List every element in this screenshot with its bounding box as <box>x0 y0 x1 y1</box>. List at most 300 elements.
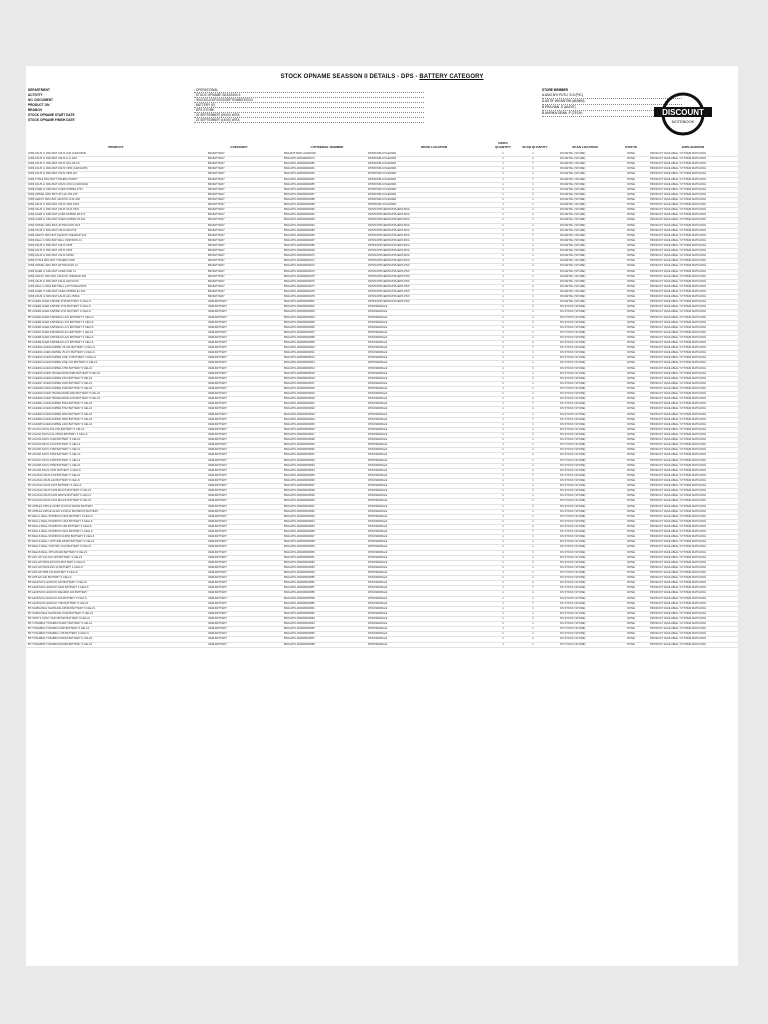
cell-scan-location: DS RETAIL (STORE) <box>560 152 586 155</box>
cell-category: OEM-BATTERY <box>208 468 228 472</box>
cell-qty: 1 <box>502 187 504 191</box>
cell-location: DPS/OEM/Rack <box>368 479 388 482</box>
cell-qty: 1 <box>502 213 504 217</box>
cell-product: BT-ACER10 ACER ASPIRE V5-431 BATTERY 4 CELLS <box>28 346 95 350</box>
cell-scan-location: DS STOCK (STORE) <box>560 305 586 309</box>
cell-lot: BNA-DPS-000000000812 <box>284 356 315 360</box>
cell-scan-location: DS STOCK (STORE) <box>560 560 586 564</box>
cell-scan-location: DS STOCK (STORE) <box>560 504 586 508</box>
cell-category: BR-BATTERY <box>208 243 225 247</box>
cell-lot: BNA-DPS-000000000845 <box>284 524 315 528</box>
cell-status: DONE <box>627 361 635 365</box>
cell-location: DPS/OEM/Rack <box>368 448 388 452</box>
cell-status: DONE <box>627 581 635 585</box>
cell-scan-qty: 1 <box>532 305 534 309</box>
cell-scan-location: DS STOCK (STORE) <box>560 412 586 416</box>
cell-qty: 1 <box>502 335 504 339</box>
cell-scan-qty: 1 <box>532 351 534 355</box>
cell-scan-qty: 1 <box>532 341 534 345</box>
meta-value: : STOCK OPNAME SEASSON II <box>194 93 424 98</box>
cell-scan-location: DS RETAIL (STORE) <box>560 300 586 304</box>
cell-scan-location: DS STOCK (STORE) <box>560 315 586 319</box>
cell-scan-qty: 1 <box>532 463 534 467</box>
cell-qty: 1 <box>502 453 504 457</box>
meta-label: NO. DOCUMENT <box>28 98 53 102</box>
cell-explanation: PRODUCT AVAILABLE / SYSTEM MATCHING <box>650 208 707 212</box>
cell-status: DONE <box>627 335 635 339</box>
cell-scan-qty: 1 <box>532 591 534 595</box>
cell-product: BT-TOSHIBA1 TOSHIBA PA3817 BATTERY 6 CELLS <box>28 622 93 626</box>
col-explanation: EXPLANATION <box>682 145 704 149</box>
cell-scan-location: DS STOCK (STORE) <box>560 484 586 488</box>
cell-explanation: PRODUCT AVAILABLE / SYSTEM MATCHING <box>650 601 707 605</box>
cell-category: OEM-BATTERY <box>208 570 228 574</box>
cell-category: OEM-BATTERY <box>208 392 228 396</box>
cell-explanation: PRODUCT AVAILABLE / SYSTEM MATCHING <box>650 346 707 350</box>
cell-product: BT-ASUS1 ASUS A32-K53 BATTERY 6 CELLS <box>28 427 85 431</box>
cell-scan-location: DS RETAIL (STORE) <box>560 157 586 161</box>
cell-scan-qty: 1 <box>532 289 534 293</box>
cell-scan-qty: 1 <box>532 330 534 334</box>
cell-status: DONE <box>627 479 635 482</box>
cell-scan-location: DS STOCK (STORE) <box>560 427 586 431</box>
cell-explanation: PRODUCT AVAILABLE / SYSTEM MATCHING <box>650 402 707 406</box>
cell-category: OEM-BATTERY <box>208 407 228 411</box>
cell-scan-location: DS RETAIL (STORE) <box>560 249 586 253</box>
cell-status: DONE <box>627 591 635 595</box>
cell-product: BT-HP5 HP 430 BATTERY 6 CELLS <box>28 576 72 580</box>
cell-scan-location: DS STOCK (STORE) <box>560 576 586 580</box>
cell-scan-location: DS STOCK (STORE) <box>560 586 586 590</box>
cell-qty: 1 <box>502 438 504 442</box>
cell-product: [ORI] TOSHI SRG BAT TOSHIBA C600 <box>28 259 75 263</box>
cell-product: [ORI] ASUS G SRG BAT ASUS UX31 (C41N1602) <box>28 182 89 186</box>
cell-qty: 1 <box>502 463 504 467</box>
cell-status: DONE <box>627 453 635 457</box>
cell-lot: BNA-DPS-000000000829 <box>284 443 315 447</box>
cell-scan-qty: 1 <box>532 627 534 631</box>
cell-explanation: PRODUCT AVAILABLE / SYSTEM MATCHING <box>650 279 707 283</box>
cell-status: DONE <box>627 545 635 549</box>
cell-explanation: PRODUCT AVAILABLE / SYSTEM MATCHING <box>650 157 707 161</box>
cell-lot: BNA-DPS-000000000817 <box>284 381 315 385</box>
cell-explanation: PRODUCT AVAILABLE / SYSTEM MATCHING <box>650 627 707 631</box>
cell-lot: BNA-DPS-000000000964 <box>284 223 315 227</box>
cell-lot: BNA-DPS-000000000838 <box>284 489 315 493</box>
cell-explanation: PRODUCT AVAILABLE / SYSTEM MATCHING <box>650 443 707 447</box>
cell-location: DPS/OEM/Rack <box>368 504 388 508</box>
cell-category: OEM-BATTERY <box>208 524 228 528</box>
cell-product: BT-ACER19 ACER TRAVELMATE 4000 BATTERY 6 CELLS <box>28 392 100 396</box>
cell-status: DONE <box>627 172 635 176</box>
cell-qty: 1 <box>502 325 504 329</box>
cell-product: [ORI] ASUS G SRG BAT ASUS G51-N6 AC <box>28 162 80 166</box>
cell-status: DONE <box>627 356 635 360</box>
cell-scan-qty: 1 <box>532 555 534 559</box>
cell-location: DPS/OEM/Rack <box>368 376 388 380</box>
cell-scan-qty: 1 <box>532 540 534 544</box>
meta-value: : 23 SEPTEMBER (09:00) WITA <box>194 113 424 118</box>
cell-product: [ORI] HP/DEL SRG BAT HP PAVILION 14 <box>28 264 78 268</box>
cell-status: DONE <box>627 330 635 334</box>
cell-qty: 1 <box>502 249 504 253</box>
cell-scan-qty: 1 <box>532 167 534 171</box>
cell-location: DPS/OEM/Rack <box>368 509 388 513</box>
cell-scan-location: DS STOCK (STORE) <box>560 591 586 595</box>
cell-qty: 1 <box>502 315 504 319</box>
cell-scan-location: DS STOCK (STORE) <box>560 341 586 345</box>
cell-lot: BNA-DPS-000000000840 <box>284 499 315 503</box>
cell-scan-qty: 1 <box>532 606 534 610</box>
cell-qty: 1 <box>502 259 504 263</box>
cell-scan-location: DS STOCK (STORE) <box>560 637 586 641</box>
cell-category: OEM-BATTERY <box>208 484 228 488</box>
meta-row <box>28 118 428 123</box>
cell-scan-location: DS STOCK (STORE) <box>560 606 586 610</box>
cell-category: OEM-BATTERY <box>208 642 228 646</box>
cell-product: [ORI] ACER G SRG BAT ACER ONE 14 <box>28 269 76 273</box>
cell-product: BT-HP3 HP PAVILION 14 BATTERY 4 CELLS <box>28 565 83 569</box>
cell-scan-qty: 1 <box>532 392 534 396</box>
cell-location: DPS/OEM/Rack <box>368 601 388 605</box>
cell-category: OEM-BATTERY <box>208 356 228 360</box>
cell-status: DONE <box>627 182 635 186</box>
cell-qty: 1 <box>502 162 504 166</box>
cell-explanation: PRODUCT AVAILABLE / SYSTEM MATCHING <box>650 473 707 477</box>
cell-product: BT-HP2 HP PAVILION DV4 BATTERY 6 CELLS <box>28 560 85 564</box>
cell-category: OEM-BATTERY <box>208 499 228 503</box>
cell-location: DPS/SUPPLIER/SUPPLIERS BUA <box>368 208 410 212</box>
cell-status: DONE <box>627 305 635 309</box>
meta-value: : 23 SEPTEMBER (15:00) WITA <box>194 118 424 123</box>
cell-lot: BNA-DPS-000000000819 <box>284 392 315 396</box>
cell-location: DPS/OEM/Rack <box>368 622 388 626</box>
cell-qty: 1 <box>502 264 504 268</box>
cell-lot: BNA-DPS-000000000978 <box>284 289 315 293</box>
cell-explanation: PRODUCT AVAILABLE / SYSTEM MATCHING <box>650 586 707 590</box>
cell-scan-qty: 1 <box>532 218 534 222</box>
cell-category: OEM-BATTERY <box>208 366 228 370</box>
cell-product: BT-ACER8 ACER ASPIRE E5-421 BATTERY 6 CELLS <box>28 335 94 339</box>
cell-category: OEM-BATTERY <box>208 397 228 401</box>
cell-scan-location: DS STOCK (STORE) <box>560 642 586 646</box>
cell-scan-location: DS RETAIL (STORE) <box>560 228 586 232</box>
cell-qty: 1 <box>502 540 504 544</box>
cell-category: OEM-BATTERY <box>208 310 228 314</box>
cell-qty: 1 <box>502 427 504 431</box>
cell-category: OEM-BATTERY <box>208 422 228 426</box>
cell-explanation: PRODUCT AVAILABLE / SYSTEM MATCHING <box>650 366 707 370</box>
cell-qty: 1 <box>502 514 504 518</box>
cell-explanation: PRODUCT AVAILABLE / SYSTEM MATCHING <box>650 530 707 534</box>
cell-scan-location: DS RETAIL (STORE) <box>560 187 586 191</box>
cell-category: OEM-BATTERY <box>208 381 228 385</box>
cell-lot: BNA-DPS-000000000968 <box>284 243 315 247</box>
cell-lot: BNA-DPS-000000000844 <box>284 519 315 523</box>
cell-qty: 1 <box>502 519 504 523</box>
cell-status: DONE <box>627 514 635 518</box>
cell-scan-location: DS STOCK (STORE) <box>560 596 586 600</box>
cell-status: DONE <box>627 320 635 324</box>
cell-lot: BNA-DPS-000000000822 <box>284 407 315 411</box>
cell-location: DPS/OEM/Rack <box>368 611 388 615</box>
cell-scan-qty: 1 <box>532 335 534 339</box>
cell-scan-location: DS RETAIL (STORE) <box>560 284 586 288</box>
cell-qty: 1 <box>502 565 504 569</box>
cell-scan-location: DS STOCK (STORE) <box>560 325 586 329</box>
cell-explanation: PRODUCT AVAILABLE / SYSTEM MATCHING <box>650 581 707 585</box>
cell-product: BT-LENOVO3 LENOVO IDEAPAD 320 BATTERY <box>28 591 88 595</box>
cell-qty: 1 <box>502 254 504 258</box>
cell-scan-qty: 1 <box>532 295 534 299</box>
cell-lot: BNA-DPS-000000000842 <box>284 509 315 513</box>
cell-lot: BNA-DPS-000000000824 <box>284 417 315 421</box>
cell-scan-location: DS STOCK (STORE) <box>560 361 586 365</box>
cell-scan-location: DS STOCK (STORE) <box>560 438 586 442</box>
cell-location: DPS/DISPLAY/LEMARI <box>368 162 397 166</box>
cell-product: BT-ASUS3 ASUS X200 BATTERY 3 CELLS <box>28 438 81 442</box>
cell-lot: BNA-DPS-000000000975 <box>284 274 315 278</box>
cell-scan-qty: 1 <box>532 238 534 242</box>
cell-lot: BNA-DPS-000000000851 <box>284 555 315 559</box>
cell-product: [ORI] HP/DEL SRG BAT HP PAVILION DV4 <box>28 223 81 227</box>
cell-scan-qty: 1 <box>532 570 534 574</box>
cell-location: DPS/SUPPLIER/SUPPLIERS BUA <box>368 243 410 247</box>
cell-qty: 1 <box>502 417 504 421</box>
cell-scan-location: DS RETAIL (STORE) <box>560 264 586 268</box>
cell-explanation: PRODUCT AVAILABLE / SYSTEM MATCHING <box>650 361 707 365</box>
cell-location: DPS/OEM/Rack <box>368 637 388 641</box>
cell-location: DPS/OEM/Rack <box>368 371 388 375</box>
cell-status: DONE <box>627 254 635 258</box>
cell-qty: 1 <box>502 581 504 585</box>
cell-category: OEM-BATTERY <box>208 591 228 595</box>
cell-explanation: PRODUCT AVAILABLE / SYSTEM MATCHING <box>650 254 707 258</box>
cell-status: DONE <box>627 555 635 559</box>
meta-label: BRANCH <box>28 108 42 112</box>
cell-qty: 1 <box>502 243 504 247</box>
cell-scan-location: DS RETAIL (STORE) <box>560 238 586 242</box>
cell-scan-qty: 1 <box>532 208 534 212</box>
cell-category: OEM-BATTERY <box>208 581 228 585</box>
cell-lot: BNA-DPS-000000000843 <box>284 514 315 518</box>
cell-status: DONE <box>627 351 635 355</box>
cell-explanation: PRODUCT AVAILABLE / SYSTEM MATCHING <box>650 494 707 498</box>
cell-scan-location: DS STOCK (STORE) <box>560 616 586 620</box>
cell-location: DPS/SUPPLIER/SUPPLIERS BUA <box>368 218 410 222</box>
cell-status: DONE <box>627 570 635 574</box>
cell-location: DPS/OEM/Rack <box>368 305 388 309</box>
cell-product: BT-ASUS10 ASUS K43 BATTERY 6 CELLS <box>28 473 81 477</box>
cell-location: DPS/DISPLAY/LEMARI <box>368 203 397 207</box>
cell-product: [ORI] ASUS G SRG BAT ASUS X450 (A32N1405) <box>28 167 88 171</box>
cell-category: OEM-BATTERY <box>208 417 228 421</box>
cell-product: BT-ACER25 ACER ASPIRE 1410 BATTERY 6 CELLS <box>28 422 93 426</box>
cell-qty: 1 <box>502 499 504 503</box>
cell-scan-location: DS STOCK (STORE) <box>560 509 586 513</box>
cell-scan-location: DS STOCK (STORE) <box>560 463 586 467</box>
cell-qty: 1 <box>502 555 504 559</box>
cell-product: BT-SAMSUNG1 SAMSUNG NP300 BATTERY 6 CELLS <box>28 606 95 610</box>
cell-qty: 1 <box>502 509 504 513</box>
cell-scan-qty: 1 <box>532 642 534 646</box>
cell-product: BT-TOSHIBA5 TOSHIBA PA5185 BATTERY 4 CELLS <box>28 642 93 646</box>
cell-status: DONE <box>627 535 635 539</box>
cell-status: DONE <box>627 427 635 431</box>
cell-scan-qty: 1 <box>532 514 534 518</box>
cell-scan-location: DS STOCK (STORE) <box>560 468 586 472</box>
cell-explanation: PRODUCT AVAILABLE / SYSTEM MATCHING <box>650 509 707 513</box>
cell-scan-qty: 1 <box>532 637 534 641</box>
cell-lot: BNA-DPS-000000000856 <box>284 581 315 585</box>
cell-scan-location: DS STOCK (STORE) <box>560 555 586 559</box>
cell-explanation: PRODUCT AVAILABLE / SYSTEM MATCHING <box>650 274 707 278</box>
cell-product: BT-TOSHIBA4 TOSHIBA PA5024 BATTERY 6 CELLS <box>28 637 93 641</box>
cell-scan-qty: 1 <box>532 346 534 350</box>
cell-qty: 1 <box>502 545 504 549</box>
cell-qty: 1 <box>502 576 504 580</box>
cell-qty: 1 <box>502 269 504 273</box>
cell-location: DPS/OEM/Rack <box>368 361 388 365</box>
cell-explanation: PRODUCT AVAILABLE / SYSTEM MATCHING <box>650 203 707 207</box>
cell-status: DONE <box>627 325 635 329</box>
cell-location: DPS/SUPPLIER/SUPPLIERS PNX <box>368 274 410 278</box>
cell-qty: 1 <box>502 422 504 426</box>
cell-explanation: PRODUCT AVAILABLE / SYSTEM MATCHING <box>650 376 707 380</box>
cell-product: BT-DELL8 DELL XPS M1330 BATTERY 6 CELLS <box>28 550 88 554</box>
cell-scan-location: DS STOCK (STORE) <box>560 330 586 334</box>
cell-status: DONE <box>627 443 635 447</box>
cell-location: DPS/OEM/Rack <box>368 351 388 355</box>
cell-qty: 1 <box>502 524 504 528</box>
cell-scan-location: DS STOCK (STORE) <box>560 433 586 437</box>
cell-category: OEM-BATTERY <box>208 473 228 477</box>
cell-product: BT-SONY1 SONY VAIO BPS26 BATTERY 6 CELLS <box>28 616 91 620</box>
cell-category: BR-BATTERY <box>208 233 225 237</box>
cell-explanation: PRODUCT AVAILABLE / SYSTEM MATCHING <box>650 356 707 360</box>
cell-lot: BNA-DPS-000000000809 <box>284 341 315 345</box>
cell-category: OEM-BATTERY <box>208 315 228 319</box>
cell-lot: BNA-DPS-000000000957 <box>284 192 315 196</box>
cell-explanation: PRODUCT AVAILABLE / SYSTEM MATCHING <box>650 433 707 437</box>
meta-label: STOCK OPNAME FINISH DATE <box>28 118 75 122</box>
cell-status: DONE <box>627 392 635 396</box>
cell-category: BR-BATTERY <box>208 238 225 242</box>
cell-qty: 1 <box>502 392 504 396</box>
cell-lot: BNA-DPS-000000000847 <box>284 535 315 539</box>
logo-word-discount: DISCOUNT <box>662 108 704 117</box>
cell-location: DPS/DISPLAY/LEMARI <box>368 157 397 161</box>
cell-location: DPS/OEM/Rack <box>368 576 388 580</box>
cell-status: DONE <box>627 233 635 237</box>
cell-scan-qty: 1 <box>532 453 534 457</box>
cell-product: BT-ASUS14 ASUS 1025 WHITE BATTERY 6 CELLS <box>28 494 91 498</box>
cell-explanation: PRODUCT AVAILABLE / SYSTEM MATCHING <box>650 197 707 201</box>
cell-product: BT-ASUS7 ASUS X455 BATTERY 4 CELLS <box>28 458 81 462</box>
cell-category: OEM-BATTERY <box>208 565 228 569</box>
cell-qty: 1 <box>502 616 504 620</box>
cell-status: DONE <box>627 484 635 488</box>
cell-lot: BNA-DPS-000000000850 <box>284 550 315 554</box>
col-product: PRODUCT <box>108 145 124 149</box>
cell-scan-qty: 1 <box>532 407 534 411</box>
cell-explanation: PRODUCT AVAILABLE / SYSTEM MATCHING <box>650 632 707 636</box>
cell-location: DPS/SUPPLIER/SUPPLIERS BUA <box>368 233 410 237</box>
cell-explanation: PRODUCT AVAILABLE / SYSTEM MATCHING <box>650 351 707 355</box>
cell-scan-qty: 1 <box>532 458 534 462</box>
table-body <box>26 152 738 648</box>
cell-location: DPS/OEM/Rack <box>368 581 388 585</box>
cell-explanation: PRODUCT AVAILABLE / SYSTEM MATCHING <box>650 616 707 620</box>
cell-lot: BNA-DPS-000000000814 <box>284 366 315 370</box>
cell-status: DONE <box>627 550 635 554</box>
cell-category: OEM-BATTERY <box>208 622 228 626</box>
cell-product: BT-ACER1 ACER ASPIRE 4738 BATTERY 6 CELLS <box>28 300 91 304</box>
cell-scan-qty: 1 <box>532 376 534 380</box>
cell-status: DONE <box>627 284 635 288</box>
cell-lot: BNA-DPS-000000000807 <box>284 330 315 334</box>
cell-explanation: PRODUCT AVAILABLE / SYSTEM MATCHING <box>650 463 707 467</box>
cell-status: DONE <box>627 259 635 263</box>
cell-scan-location: DS STOCK (STORE) <box>560 381 586 385</box>
meta-value: : OPERATIONAL <box>194 88 424 93</box>
cell-status: DONE <box>627 499 635 503</box>
cell-category: OEM-BATTERY <box>208 479 228 482</box>
cell-status: DONE <box>627 274 635 278</box>
cell-product: BT-ACER6 ACER ASPIRE E1-471 BATTERY 6 CELLS <box>28 325 94 329</box>
cell-explanation: PRODUCT AVAILABLE / SYSTEM MATCHING <box>650 611 707 615</box>
cell-product: BT-ACER12 ACER ASPIRE ONE 14 BATTERY 3 CELLS <box>28 356 96 360</box>
cell-qty: 1 <box>502 494 504 498</box>
cell-product: BT-ACER22 ACER ASPIRE 5742 BATTERY 6 CELLS <box>28 407 93 411</box>
cell-scan-qty: 1 <box>532 443 534 447</box>
cell-location: DPS/OEM/Rack <box>368 606 388 610</box>
cell-status: DONE <box>627 637 635 641</box>
cell-product: BT-ACER15 ACER TRAVELMATE 8481 BATTERY 6 CELLS <box>28 371 100 375</box>
col-status: STATUS <box>625 145 637 149</box>
cell-explanation: PRODUCT AVAILABLE / SYSTEM MATCHING <box>650 524 707 528</box>
cell-status: DONE <box>627 289 635 293</box>
cell-lot: BNA-DPS-000000000836 <box>284 479 315 482</box>
cell-status: DONE <box>627 417 635 421</box>
cell-location: DPS/DISPLAY/LEMARI <box>368 177 397 181</box>
cell-lot: BNA-DPS-000000000859 <box>284 596 315 600</box>
cell-product: BT-ASUS5 ASUS X450 BATTERY 4 CELLS <box>28 448 81 452</box>
cell-qty: 1 <box>502 152 504 155</box>
cell-status: DONE <box>627 458 635 462</box>
cell-scan-qty: 1 <box>532 524 534 528</box>
cell-product: BT-ASUS12 ASUS 1015 BATTERY 6 CELLS <box>28 484 82 488</box>
cell-explanation: PRODUCT AVAILABLE / SYSTEM MATCHING <box>650 305 707 309</box>
cell-qty: 1 <box>502 208 504 212</box>
cell-status: DONE <box>627 596 635 600</box>
cell-category: BR-BATTERY <box>208 187 225 191</box>
cell-status: DONE <box>627 157 635 161</box>
cell-location: DPS/OEM/Rack <box>368 427 388 431</box>
cell-qty: 1 <box>502 376 504 380</box>
cell-lot: BNA-DPS-000000000976 <box>284 279 315 283</box>
cell-status: DONE <box>627 565 635 569</box>
cell-qty: 1 <box>502 622 504 626</box>
cell-status: DONE <box>627 310 635 314</box>
cell-lot: BNA-DPS-000000000813 <box>284 361 315 365</box>
cell-category: BR-BATTERY <box>208 172 225 176</box>
cell-category: BR-BATTERY <box>208 284 225 288</box>
cell-qty: 1 <box>502 504 504 508</box>
cell-scan-location: DS STOCK (STORE) <box>560 524 586 528</box>
cell-scan-location: DS STOCK (STORE) <box>560 397 586 401</box>
cell-product: BT-APPLE1 APPLE A1185 13 INCH WHITE BATTERY <box>28 504 94 508</box>
